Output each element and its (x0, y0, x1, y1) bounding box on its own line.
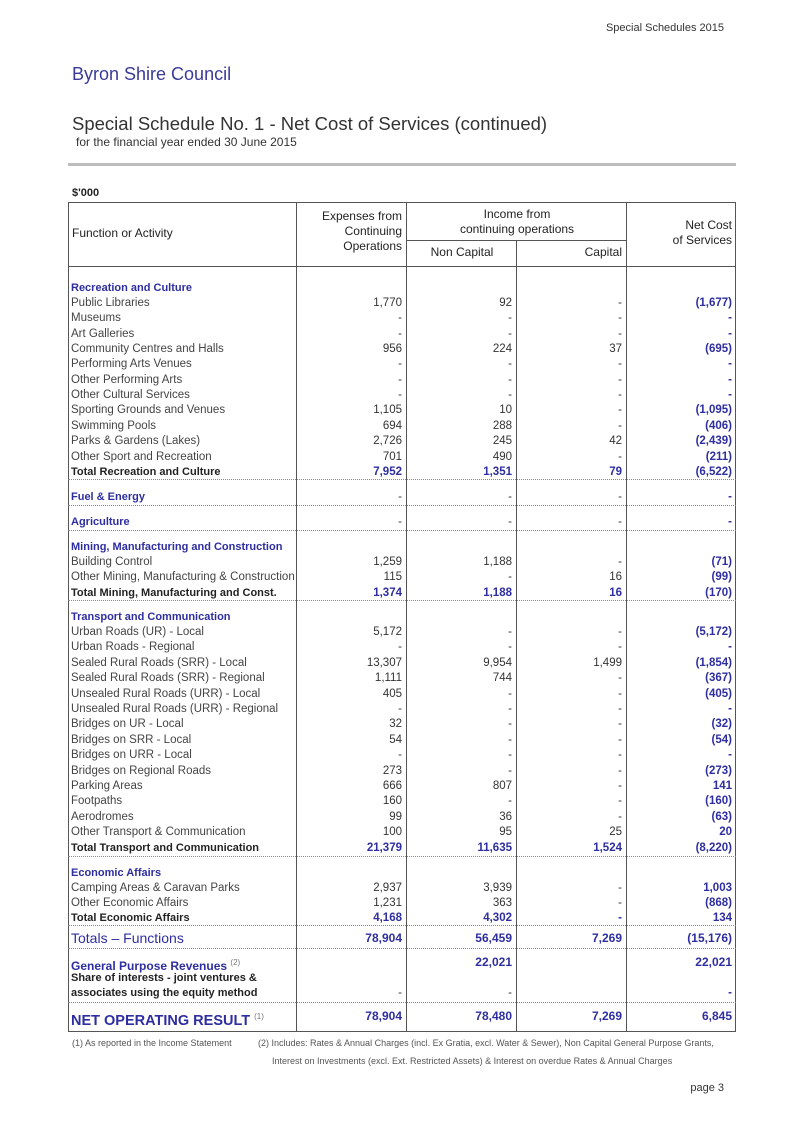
row-value: 11,635 (477, 842, 512, 854)
units-label: $'000 (72, 187, 100, 199)
row-value: - (508, 328, 512, 340)
row-value: 78,904 (365, 1009, 402, 1023)
row-value: (1,677) (695, 297, 732, 309)
row-value: 134 (712, 912, 732, 924)
row-value: 245 (492, 435, 512, 447)
row-value: 1,003 (703, 882, 732, 894)
row-label: Total Economic Affairs (71, 912, 190, 924)
row-label: Bridges on Regional Roads (71, 765, 212, 777)
row-value: 1,111 (374, 672, 402, 684)
table-row (68, 971, 736, 986)
row-value: 4,302 (483, 912, 512, 924)
row-value: - (618, 328, 622, 340)
row-value: 7,952 (373, 466, 402, 478)
table-row (68, 311, 736, 326)
row-value: - (398, 491, 402, 503)
row-value: - (508, 734, 512, 746)
row-value: - (618, 795, 622, 807)
table-row (68, 610, 736, 625)
table-row (68, 810, 736, 825)
row-value: 54 (389, 734, 402, 746)
row-value: - (618, 641, 622, 653)
table-row (68, 1009, 736, 1029)
row-value: - (618, 404, 622, 416)
row-value: - (618, 765, 622, 777)
row-value: - (618, 312, 622, 324)
row-label: associates using the equity method (71, 987, 258, 999)
row-value: - (618, 688, 622, 700)
row-value: - (618, 734, 622, 746)
table-row (68, 671, 736, 686)
header-bottom-line (68, 266, 736, 267)
row-value: - (508, 389, 512, 401)
table-row (68, 419, 736, 434)
row-label: Bridges on SRR - Local (71, 734, 192, 746)
row-value: - (398, 358, 402, 370)
table-row (68, 403, 736, 418)
row-value: - (508, 374, 512, 386)
row-value: 807 (492, 780, 512, 792)
row-label: Agriculture (71, 516, 130, 528)
table-row (68, 434, 736, 449)
row-label: Aerodromes (71, 811, 134, 823)
table-row (68, 281, 736, 296)
row-value: 1,188 (483, 556, 512, 568)
row-value: 1,351 (483, 466, 512, 478)
row-value: 1,499 (593, 657, 622, 669)
col-header-income-line: continuing operations (459, 222, 575, 236)
row-value: - (618, 420, 622, 432)
row-value: (367) (705, 672, 732, 684)
row-value: - (508, 358, 512, 370)
row-value: 7,269 (591, 1009, 622, 1023)
row-value: - (398, 374, 402, 386)
row-value: 6,845 (701, 1009, 732, 1023)
row-label: Recreation and Culture (71, 282, 193, 294)
row-value: - (508, 765, 512, 777)
row-value: - (508, 516, 512, 528)
row-value: 9,954 (483, 657, 512, 669)
row-value: 2,726 (373, 435, 402, 447)
row-value: 13,307 (366, 657, 402, 669)
row-label (71, 1009, 264, 1029)
row-label: Other Performing Arts (71, 374, 183, 386)
row-label: Swimming Pools (71, 420, 156, 432)
row-value: (868) (705, 897, 732, 909)
row-value: - (618, 718, 622, 730)
row-label: Parks & Gardens (Lakes) (71, 435, 201, 447)
row-value: - (618, 389, 622, 401)
row-value: (695) (705, 343, 732, 355)
row-value: (170) (705, 587, 732, 599)
row-value: (211) (705, 451, 732, 463)
row-value: 79 (609, 466, 622, 478)
row-label: Bridges on URR - Local (71, 749, 192, 761)
row-value: 56,459 (475, 931, 512, 945)
table-row (68, 540, 736, 555)
row-label: Other Economic Affairs (71, 897, 189, 909)
row-label: Fuel & Energy (71, 491, 145, 503)
table-row (68, 733, 736, 748)
row-value: - (618, 811, 622, 823)
row-value: 160 (382, 795, 402, 807)
col-header-expenses-line: Expenses from (321, 209, 402, 223)
row-value: - (508, 641, 512, 653)
table-row (68, 779, 736, 794)
row-value: - (398, 312, 402, 324)
row-label: Public Libraries (71, 297, 150, 309)
row-value: 1,374 (373, 587, 402, 599)
row-value: - (618, 451, 622, 463)
row-value: - (728, 703, 732, 715)
row-value: 36 (499, 811, 512, 823)
page-title: Special Schedule No. 1 - Net Cost of Services (continued) (72, 113, 548, 134)
row-label-text: General Purpose Revenues (71, 959, 228, 973)
table-row (68, 570, 736, 585)
row-value: - (618, 780, 622, 792)
table-row (68, 450, 736, 465)
row-value: 20 (719, 826, 732, 838)
col-header-expenses-line: Continuing (344, 224, 402, 238)
row-value: (1,095) (695, 404, 732, 416)
table-row (68, 748, 736, 763)
row-value: - (618, 516, 622, 528)
header-divider (406, 240, 626, 241)
row-label: Performing Arts Venues (71, 358, 192, 370)
row-label: Other Cultural Services (71, 389, 190, 401)
row-value: - (618, 626, 622, 638)
row-value: 694 (382, 420, 402, 432)
section-separator (68, 600, 736, 601)
row-value: - (728, 641, 732, 653)
row-value: (405) (705, 688, 732, 700)
row-value: - (508, 795, 512, 807)
table-row (68, 586, 736, 601)
row-label: Total Transport and Communication (71, 842, 260, 854)
row-value: - (398, 987, 402, 999)
section-separator (68, 925, 736, 926)
page-subtitle: for the financial year ended 30 June 2015 (76, 135, 297, 149)
row-value: - (618, 297, 622, 309)
row-value: 288 (492, 420, 512, 432)
row-value: 21,379 (366, 842, 402, 854)
row-value: - (508, 749, 512, 761)
table-row (68, 955, 736, 973)
row-value: - (508, 703, 512, 715)
row-label: Building Control (71, 556, 153, 568)
col-header-expenses-line: Operations (343, 239, 402, 253)
table-row (68, 794, 736, 809)
row-value: 273 (382, 765, 402, 777)
row-value: - (508, 571, 512, 583)
row-label: Total Recreation and Culture (71, 466, 221, 478)
table-row (68, 555, 736, 570)
row-value: (99) (711, 571, 732, 583)
row-value: - (618, 358, 622, 370)
row-value: - (618, 912, 622, 924)
row-value: 7,269 (591, 931, 622, 945)
row-value: 37 (609, 343, 622, 355)
section-separator (68, 948, 736, 949)
table-row (68, 465, 736, 480)
row-value: 32 (389, 718, 402, 730)
col-header-capital: Capital (584, 245, 622, 259)
row-label: Camping Areas & Caravan Parks (71, 882, 240, 894)
table-row (68, 490, 736, 505)
row-value: 5,172 (373, 626, 402, 638)
row-value: 95 (499, 826, 512, 838)
row-value: 92 (499, 297, 512, 309)
col-header-non-capital: Non Capital (430, 245, 494, 259)
row-label: Urban Roads (UR) - Local (71, 626, 204, 638)
row-label: Urban Roads - Regional (71, 641, 195, 653)
row-value: - (398, 516, 402, 528)
table-row (68, 640, 736, 655)
header-rule (68, 163, 736, 166)
row-value: 78,904 (365, 931, 402, 945)
table-row (68, 931, 736, 946)
col-header-function: Function or Activity (72, 226, 173, 240)
row-value: 405 (382, 688, 402, 700)
col-header-expenses (298, 209, 402, 254)
table-row (68, 296, 736, 311)
row-value: 666 (382, 780, 402, 792)
row-value: - (508, 718, 512, 730)
row-label: Art Galleries (71, 328, 135, 340)
section-separator (68, 479, 736, 480)
row-value: (406) (705, 420, 732, 432)
row-value: - (728, 987, 732, 999)
col-header-net-cost (628, 218, 732, 248)
row-value: (54) (711, 734, 732, 746)
row-value: (160) (705, 795, 732, 807)
row-value: - (618, 749, 622, 761)
table-row (68, 702, 736, 717)
table-row (68, 717, 736, 732)
footnote-1: (1) As reported in the Income Statement (72, 1038, 232, 1048)
table-row (68, 881, 736, 896)
row-value: 3,939 (483, 882, 512, 894)
row-value: - (618, 882, 622, 894)
table-row (68, 986, 736, 1001)
row-value: 1,188 (483, 587, 512, 599)
table-row (68, 825, 736, 840)
row-value: - (618, 703, 622, 715)
row-value: (32) (711, 718, 732, 730)
table-row (68, 866, 736, 881)
footnote-2-cont: Interest on Investments (excl. Ext. Restricted Assets) & Interest on overdue Rates & Annual Charges (272, 1056, 673, 1066)
row-value: - (728, 374, 732, 386)
table-row (68, 896, 736, 911)
row-value: - (618, 672, 622, 684)
row-label: Parking Areas (71, 780, 143, 792)
row-value: - (618, 897, 622, 909)
row-value: - (508, 626, 512, 638)
row-value: - (618, 556, 622, 568)
row-label: Sealed Rural Roads (SRR) - Regional (71, 672, 265, 684)
table-row (68, 656, 736, 671)
row-value: 1,524 (593, 842, 622, 854)
footnote-marker: (1) (254, 1012, 264, 1021)
row-value: 22,021 (475, 955, 512, 969)
row-label: Museums (71, 312, 121, 324)
council-name: Byron Shire Council (72, 64, 232, 84)
col-header-net-cost-line: Net Cost (685, 218, 732, 232)
col-header-income-line: Income from (483, 207, 551, 221)
row-value: 363 (492, 897, 512, 909)
row-value: - (508, 688, 512, 700)
row-value: (1,854) (695, 657, 732, 669)
table-row (68, 911, 736, 926)
row-label: Footpaths (71, 795, 123, 807)
row-value: (6,522) (695, 466, 732, 478)
table-row (68, 388, 736, 403)
row-value: 1,770 (373, 297, 402, 309)
row-value: (5,172) (695, 626, 732, 638)
row-value: - (618, 491, 622, 503)
row-value: (273) (705, 765, 732, 777)
row-value: 22,021 (695, 955, 732, 969)
row-value: - (728, 516, 732, 528)
row-value: (63) (711, 811, 732, 823)
row-label: Bridges on UR - Local (71, 718, 184, 730)
page-number: page 3 (690, 1082, 724, 1094)
row-value: (71) (711, 556, 732, 568)
row-value: - (618, 374, 622, 386)
row-label: Transport and Communication (71, 611, 231, 623)
row-label: Other Mining, Manufacturing & Construction (71, 571, 295, 583)
row-label: Unsealed Rural Roads (URR) - Local (71, 688, 261, 700)
section-separator (68, 505, 736, 506)
section-separator (68, 1002, 736, 1003)
row-label: Unsealed Rural Roads (URR) - Regional (71, 703, 279, 715)
row-value: - (728, 491, 732, 503)
row-value: - (398, 749, 402, 761)
col-header-income (408, 207, 626, 237)
row-value: 99 (389, 811, 402, 823)
row-label: Sealed Rural Roads (SRR) - Local (71, 657, 247, 669)
section-separator (68, 530, 736, 531)
table-row (68, 625, 736, 640)
row-value: 744 (492, 672, 512, 684)
row-value: - (508, 987, 512, 999)
table-row (68, 373, 736, 388)
row-label: Total Mining, Manufacturing and Const. (71, 587, 277, 599)
table-row (68, 342, 736, 357)
row-value: 4,168 (373, 912, 402, 924)
row-value: 10 (499, 404, 512, 416)
row-label: Community Centres and Halls (71, 343, 224, 355)
col-header-net-cost-line: of Services (672, 233, 732, 247)
row-value: 42 (609, 435, 622, 447)
row-value: 141 (712, 780, 732, 792)
running-header: Special Schedules 2015 (605, 22, 724, 34)
row-value: 25 (609, 826, 622, 838)
table-row (68, 515, 736, 530)
row-value: - (728, 328, 732, 340)
row-value: 78,480 (475, 1009, 512, 1023)
row-label: Share of interests - joint ventures & (71, 972, 257, 984)
row-value: (8,220) (695, 842, 732, 854)
footnote-marker: (2) (230, 958, 241, 967)
row-value: - (398, 703, 402, 715)
section-separator (68, 856, 736, 857)
table-row (68, 687, 736, 702)
row-label: Other Transport & Communication (71, 826, 246, 838)
row-value: - (398, 389, 402, 401)
row-value: 2,937 (373, 882, 402, 894)
row-label: Sporting Grounds and Venues (71, 404, 226, 416)
row-value: 1,259 (373, 556, 402, 568)
row-value: - (508, 312, 512, 324)
row-value: - (398, 328, 402, 340)
row-value: 224 (492, 343, 512, 355)
row-value: 100 (382, 826, 402, 838)
row-value: - (728, 358, 732, 370)
row-value: 1,105 (373, 404, 402, 416)
row-label-text: NET OPERATING RESULT (71, 1012, 251, 1029)
row-value: 701 (382, 451, 402, 463)
row-label: Totals – Functions (71, 930, 184, 946)
row-label: Other Sport and Recreation (71, 451, 212, 463)
row-value: 490 (492, 451, 512, 463)
table-row (68, 327, 736, 342)
table-row (68, 764, 736, 779)
row-value: 1,231 (373, 897, 402, 909)
row-value: - (398, 641, 402, 653)
row-value: 16 (609, 587, 622, 599)
row-value: - (508, 491, 512, 503)
row-value: - (728, 312, 732, 324)
table-row (68, 841, 736, 856)
row-value: 956 (382, 343, 402, 355)
row-value: - (728, 389, 732, 401)
table-row (68, 357, 736, 372)
row-value: 115 (383, 571, 402, 583)
row-value: 16 (609, 571, 622, 583)
row-label: Economic Affairs (71, 867, 162, 879)
row-value: - (728, 749, 732, 761)
footnote-2: (2) Includes: Rates & Annual Charges (incl. Ex Gratia, excl. Water & Sewer), Non Capital General Purpose Grants, (258, 1038, 714, 1048)
row-value: (15,176) (687, 931, 732, 945)
row-label: Mining, Manufacturing and Construction (71, 541, 283, 553)
row-value: (2,439) (695, 435, 732, 447)
